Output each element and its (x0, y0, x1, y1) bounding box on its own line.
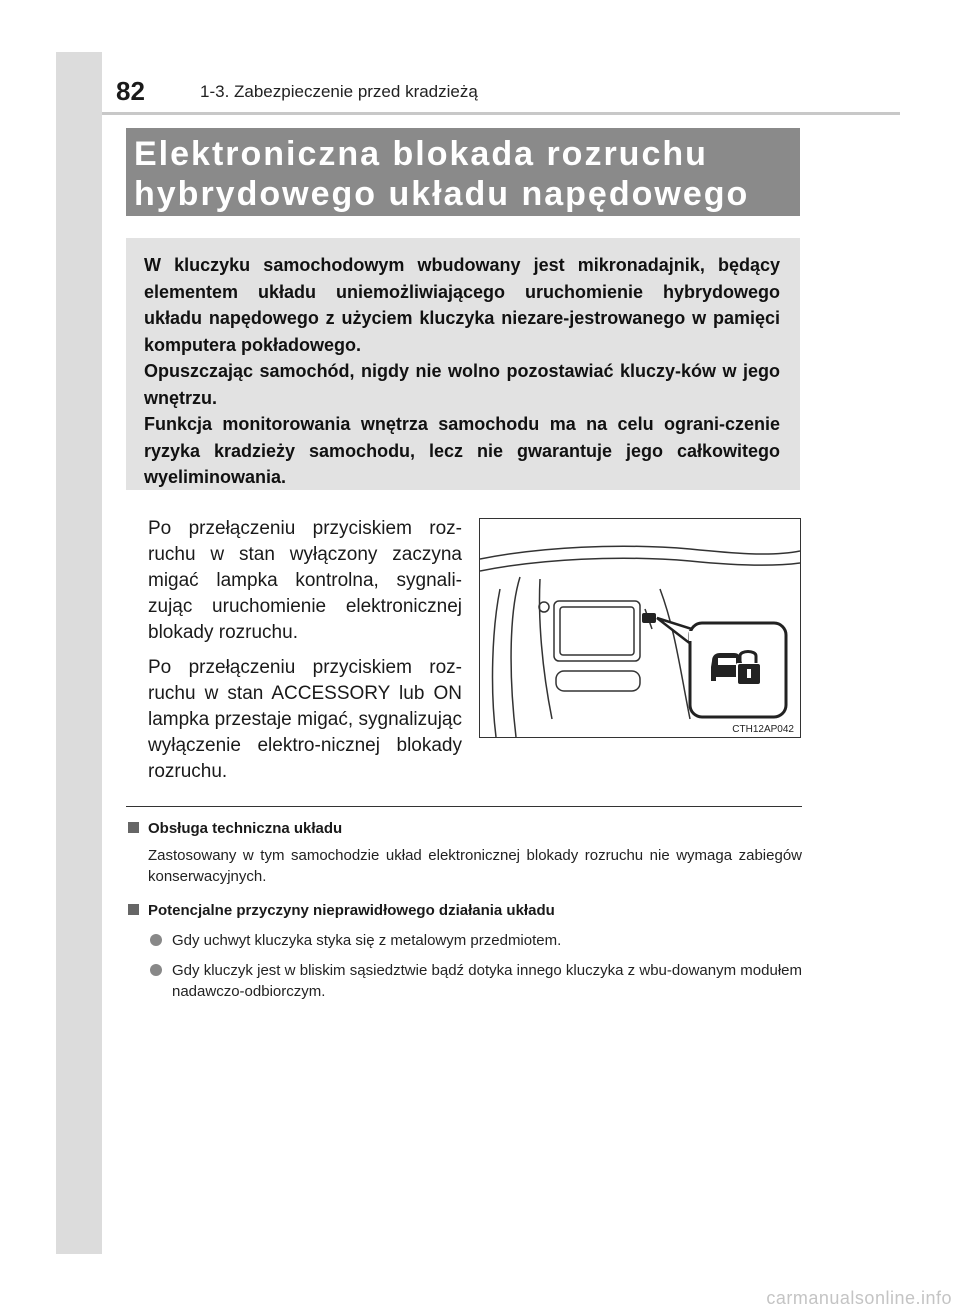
round-bullet-icon (150, 964, 162, 976)
dashboard-illustration (479, 518, 801, 738)
indicator-lamp (642, 613, 656, 623)
list-item-text: Gdy uchwyt kluczyka styka się z metalowym przedmiotem. (172, 932, 562, 949)
section-title (126, 128, 800, 216)
page-number: 82 (116, 76, 145, 106)
section-title-line-2: hybrydowego układu napędowego (134, 175, 750, 213)
intro-paragraph-3: Funkcja monitorowania wnętrza samochodu ma na celu ograni-czenie ryzyka kradzieży samochodu, lecz nie gwarantuje jego całkowitego wyeliminowania. (144, 414, 780, 487)
intro-box (126, 238, 800, 490)
body-paragraph-1: Po przełączeniu przyciskiem roz-ruchu w stan wyłączony zaczyna migać lampka kontrolna, sygnali-zując uruchomienie elektronicznej blokady rozruchu. (148, 518, 462, 643)
note-heading-text: Obsługa techniczna układu (148, 820, 343, 837)
note-text: Zastosowany w tym samochodzie układ elektronicznej blokady rozruchu nie wymaga zabiegów konserwacyjnych. (148, 847, 802, 885)
square-bullet-icon (128, 904, 139, 915)
intro-paragraph-2: Opuszczając samochód, nigdy nie wolno pozostawiać kluczy-ków w jego wnętrzu. (144, 361, 780, 408)
intro-paragraph-1: W kluczyku samochodowym wbudowany jest mikronadajnik, będący elementem układu uniemożliwiającego uruchomienie hybrydowego układu napędowego z użyciem kluczyka niezare-jestrowanego w pamięci komputera pokładowego. (144, 255, 780, 355)
list-item-text: Gdy kluczyk jest w bliskim sąsiedztwie bądź dotyka innego kluczyka z wbu-dowanym modułem nadawczo-odbiorczym. (172, 962, 802, 1000)
note-malfunction (126, 900, 802, 1002)
page-header (102, 52, 902, 112)
square-bullet-icon (128, 822, 139, 833)
section-title-line-1: Elektroniczna blokada rozruchu (134, 135, 708, 173)
dashboard-drawing (480, 519, 800, 737)
note-maintenance (126, 818, 802, 887)
header-divider (102, 112, 900, 115)
note-heading (126, 900, 802, 921)
note-heading-text: Potencjalne przyczyny nieprawidłowego działania układu (148, 902, 555, 919)
body-paragraph-2: Po przełączeniu przyciskiem roz-ruchu w stan ACCESSORY lub ON lampka przestaje migać, sygnalizując wyłączenie elektro-nicznej blokady rozruchu. (148, 657, 462, 782)
body-text (148, 516, 462, 794)
section-divider (126, 806, 802, 807)
watermark: carmanualsonline.info (766, 1288, 952, 1308)
chapter-title: 1-3. Zabezpieczenie przed kradzieżą (200, 82, 478, 101)
list-item (126, 930, 802, 951)
round-bullet-icon (150, 934, 162, 946)
note-heading (126, 818, 802, 839)
list-item (126, 960, 802, 1002)
figure-code: CTH12AP042 (732, 724, 794, 735)
side-tab-bar (56, 52, 102, 1254)
